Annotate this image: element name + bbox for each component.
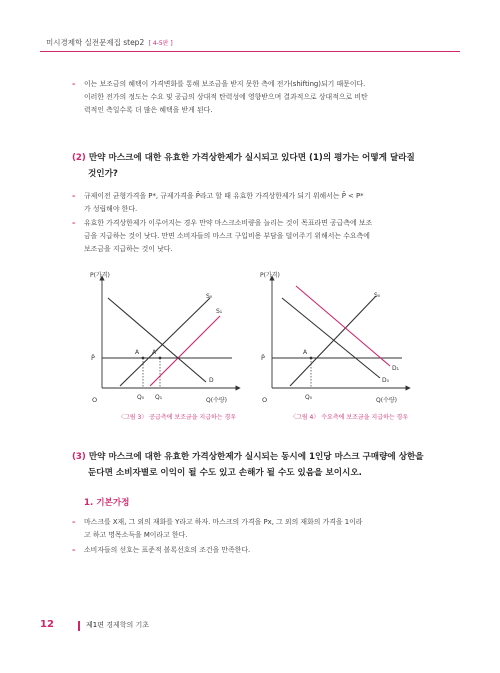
q3-bullet-2: [72, 544, 444, 557]
point-a-label: A: [135, 349, 140, 356]
bullet-dash: –: [72, 518, 76, 526]
q3-bullet-1-line-1: 마스크를 X재, 그 외의 재화를 Y라고 하자. 마스크의 가격을 Px, 그 외의 재화의 가격을 1이라: [84, 518, 363, 526]
s0-label: S₀: [206, 293, 213, 300]
x-axis-label: Q(수량): [206, 397, 227, 404]
figure-3-supply-subsidy: [88, 268, 248, 408]
s0-label: S₀: [374, 292, 381, 299]
edition-tag: [ 4-5판 ]: [148, 40, 173, 47]
point-a-prime-label: A': [152, 349, 158, 356]
q3-bullet-1-line-2: 고 하고 명목소득을 M이라고 한다.: [84, 531, 188, 539]
question-2-number: (2): [72, 153, 86, 163]
bullet-dash: –: [72, 219, 76, 227]
origin-label: O: [92, 396, 98, 404]
q3-bullet-2-line-1: 소비자들의 선호는 표준적 볼록선호의 조건을 만족한다.: [84, 546, 251, 554]
d0-label: D₀: [382, 377, 390, 384]
q2-bullet-2-line-1: 유효한 가격상한제가 이루어지는 경우 만약 마스크소비량을 늘리는 것이 목표라면 공급측에 보조: [84, 219, 373, 227]
running-header-title: [46, 37, 173, 48]
intro-bullet: [72, 78, 444, 117]
footer-chapter: [86, 620, 149, 630]
y-axis-label: P(가격): [260, 272, 280, 279]
footer-part: 제1편: [86, 621, 104, 629]
question-2-line-2: 것인가?: [88, 169, 118, 179]
footer-chapter-title: 경제학의 기초: [106, 621, 150, 629]
intro-line-2: 이러한 전가의 정도는 수요 및 공급의 상대적 탄력성에 영향받으며 결과적으로 상대적으로 비탄: [84, 93, 368, 101]
intro-line-3: 력적인 측일수록 더 많은 혜택을 받게 된다.: [84, 106, 213, 114]
page-footer: [40, 619, 460, 635]
section-title-basic-assumptions: 1. 기본가정: [84, 498, 130, 508]
question-2-line-1: 만약 마스크에 대한 유효한 가격상한제가 실시되고 있다면 (1)의 평가는 어떻게 달라질: [88, 153, 415, 163]
question-3: [72, 449, 444, 481]
figure-4-caption: 〈그림 4〉 수요측에 보조금을 지급하는 경우: [290, 414, 409, 421]
q0-label: Q₀: [137, 394, 145, 401]
point-a-label: A: [303, 349, 308, 356]
demand-label: D: [209, 377, 214, 384]
d1-label: D₁: [392, 365, 400, 372]
bullet-dash: –: [72, 80, 76, 88]
question-3-line-2: 둔다면 소비자별로 이익이 될 수도 있고 손해가 될 수도 있음을 보이시오.: [88, 468, 362, 478]
y-axis-label: P(가격): [90, 272, 110, 279]
q2-bullet-1-line-1: 규제이전 균형가격을 P*, 규제가격을 P̄라고 할 때 유효한 가격상한제가 되기 위해서는 P̄ < P*: [84, 192, 364, 200]
running-header: [0, 34, 500, 54]
q2-bullet-1: [72, 190, 444, 216]
footer-divider: [78, 621, 80, 631]
demand-curve: [108, 298, 206, 382]
bullet-dash: –: [72, 546, 76, 554]
question-2: [72, 150, 444, 182]
page-number: 12: [40, 619, 54, 630]
price-ceiling-label: P̄: [261, 354, 265, 362]
book-title: 미시경제학 실전문제집 step2: [46, 38, 145, 47]
question-3-number: (3): [72, 452, 86, 462]
q3-bullet-1: [72, 516, 444, 542]
q2-bullet-2: [72, 217, 444, 256]
q0-label: Q₀: [305, 394, 313, 401]
demand-curve-d0: [282, 298, 380, 378]
supply-curve-s0: [290, 296, 376, 386]
question-3-line-1: 만약 마스크에 대한 유효한 가격상한제가 실시되는 동시에 1인당 마스크 구매량에 상한을: [88, 452, 424, 462]
origin-label: O: [262, 396, 268, 404]
bullet-dash: –: [72, 192, 76, 200]
figure-3-caption: 〈그림 3〉 공급측에 보조금을 지급하는 경우: [118, 414, 237, 421]
header-rule: [40, 51, 460, 52]
s1-label: S₁: [216, 308, 223, 315]
q1-label: Q₁: [155, 394, 163, 401]
q2-bullet-2-line-2: 금을 지급하는 것이 낫다. 만면 소비자들의 마스크 구입비용 부담을 덜어주기 위해서는 수요측에: [84, 232, 370, 240]
q2-bullet-2-line-3: 보조금을 지급하는 것이 낫다.: [84, 245, 173, 253]
supply-curve-s0: [120, 298, 210, 386]
intro-line-1: 이는 보조금의 혜택이 가격변화를 통해 보조금을 받지 못한 측에 전가(shifting)되기 때문이다.: [84, 80, 366, 88]
supply-curve-s1: [150, 316, 220, 386]
figure-4-demand-subsidy: [258, 268, 418, 408]
price-ceiling-label: P̄: [91, 354, 95, 362]
x-axis-label: Q(수량): [376, 397, 397, 404]
q2-bullet-1-line-2: 가 성립해야 한다.: [84, 205, 138, 213]
